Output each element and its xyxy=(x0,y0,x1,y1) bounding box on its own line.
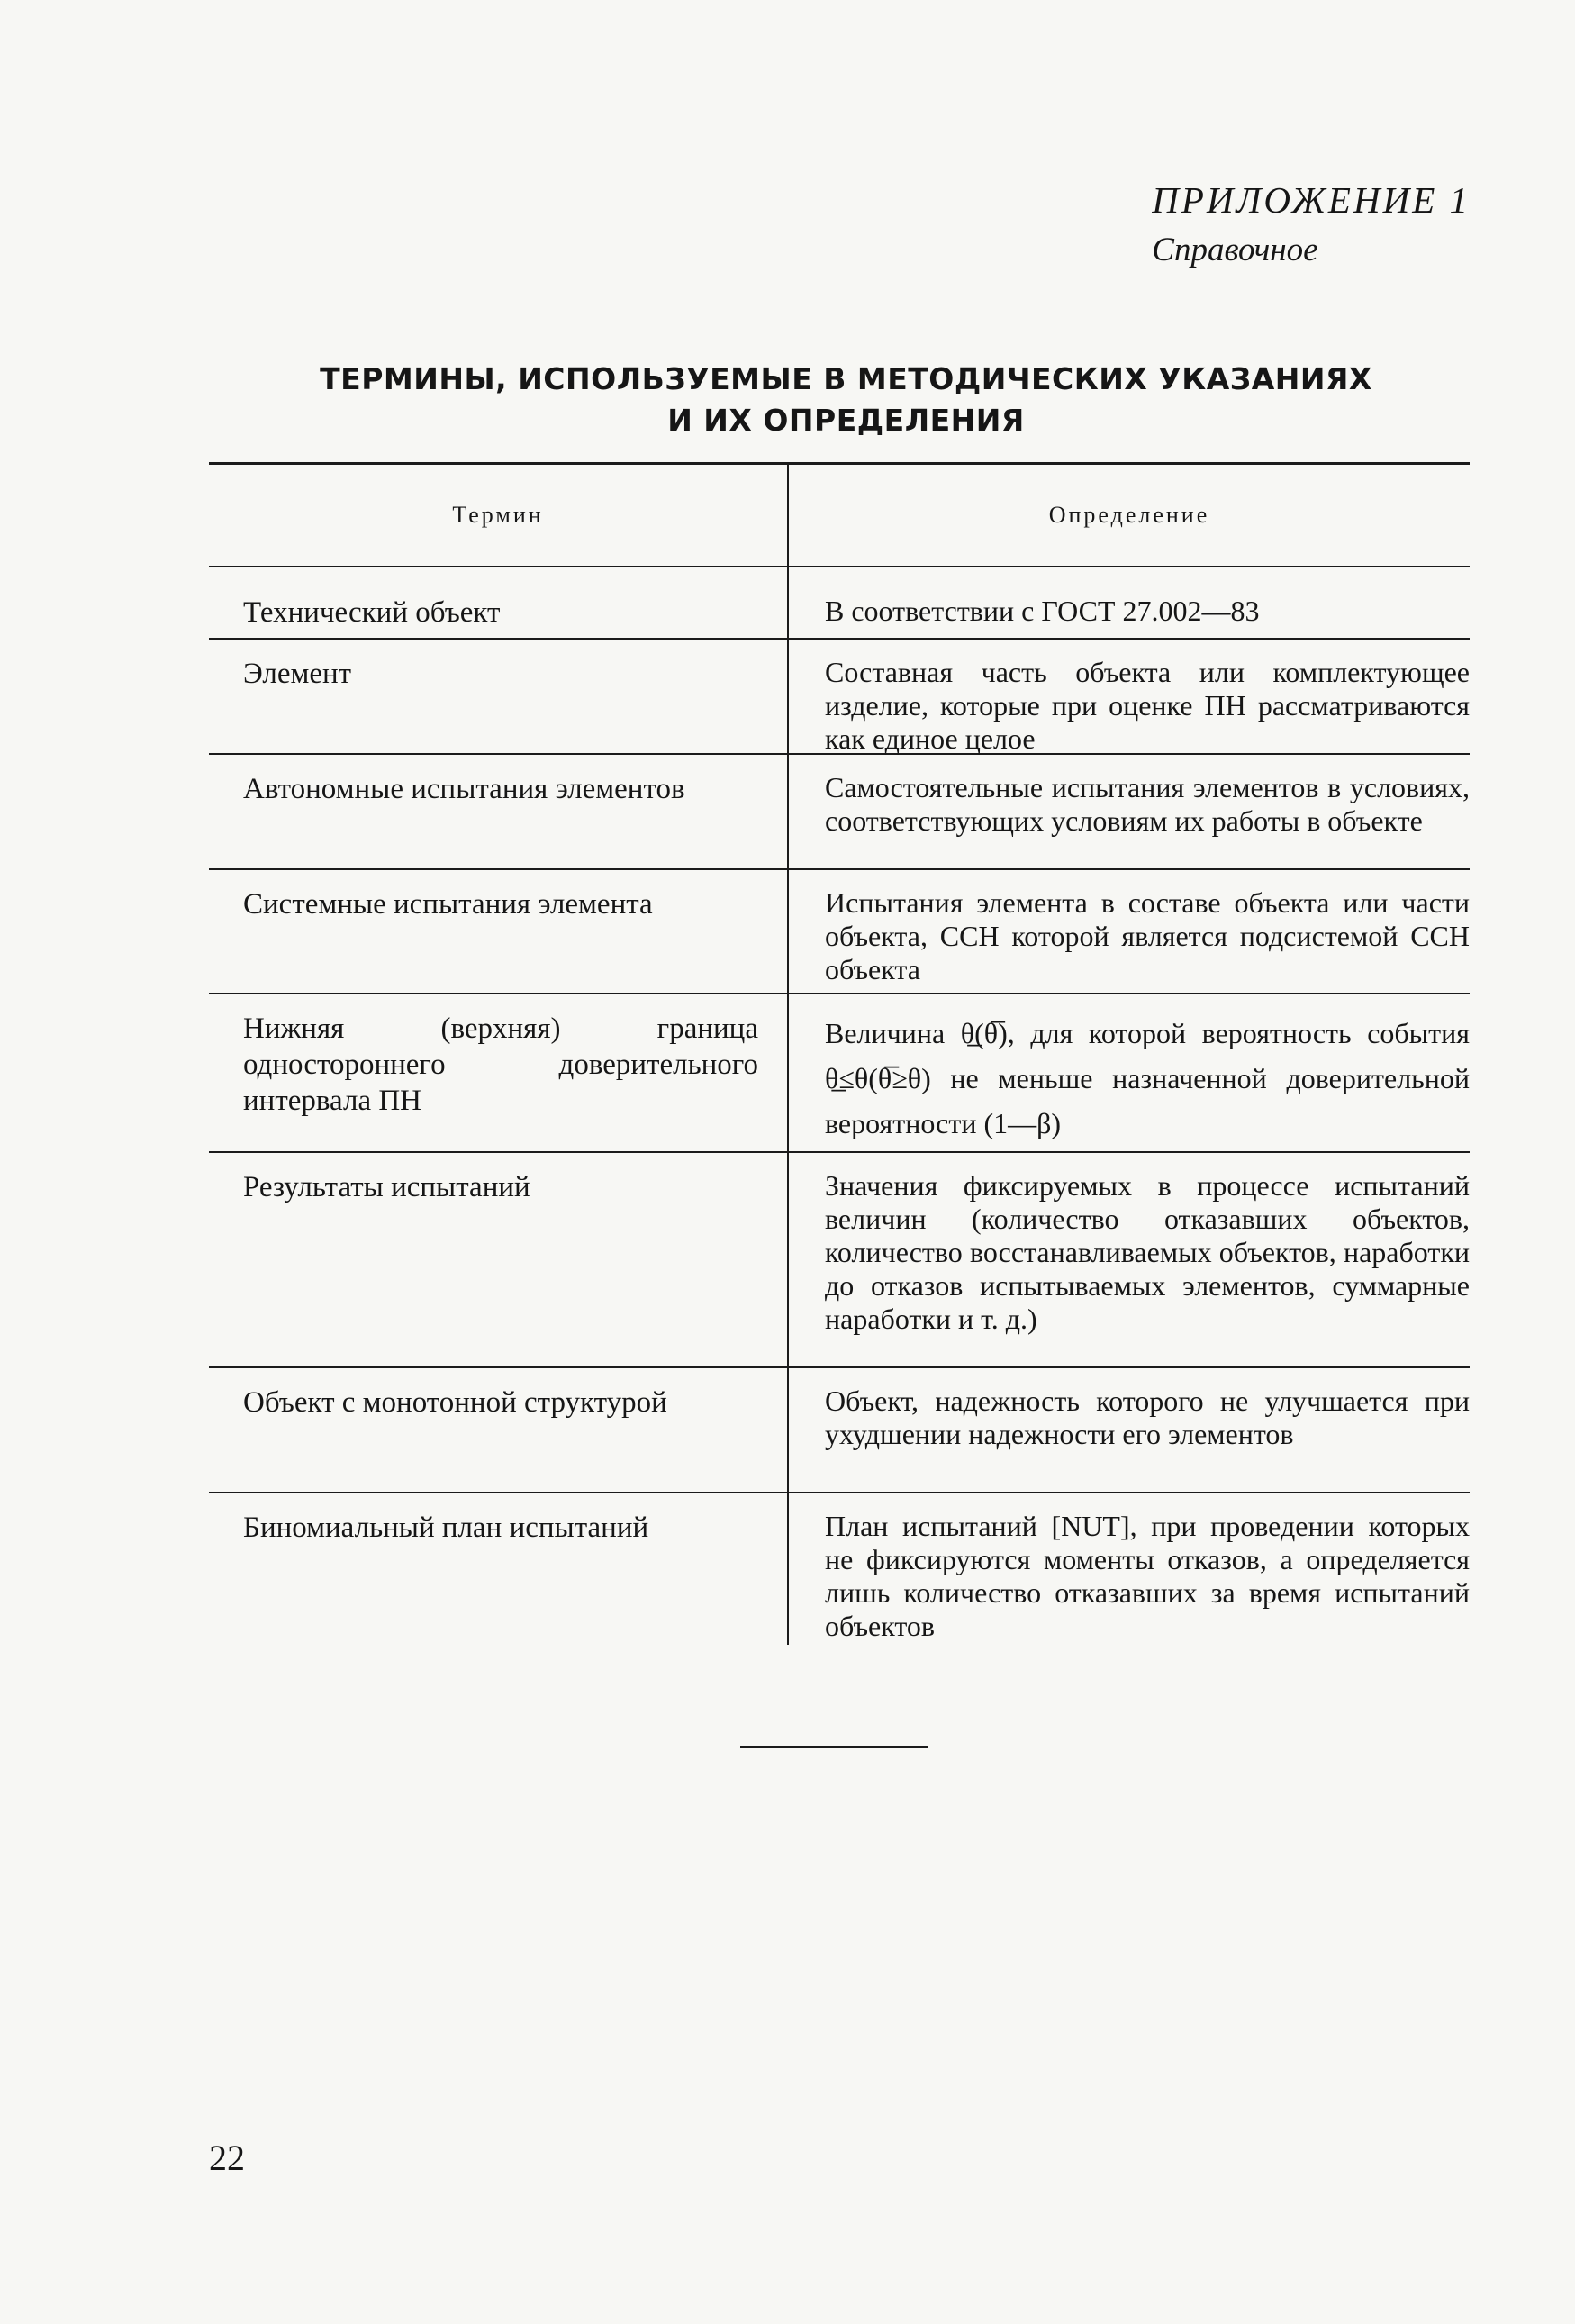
title-line-2: И ИХ ОПРЕДЕЛЕНИЯ xyxy=(667,403,1025,438)
term-cell: Системные испытания элемента xyxy=(243,888,653,921)
end-rule xyxy=(740,1746,928,1748)
definition-cell: План испытаний [NUT], при проведении которых не фиксируются моменты отказов, а определяется лишь количество отказавших за время испытаний объектов xyxy=(787,1493,1470,1645)
table-row xyxy=(209,1153,1470,1366)
page-title xyxy=(0,359,1575,441)
table-header xyxy=(209,465,1470,566)
terms-table xyxy=(209,462,1470,1645)
appendix-type: Справочное xyxy=(1152,231,1318,268)
definition-cell: Объект, надежность которого не улучшается при ухудшении надежности его элементов xyxy=(787,1368,1470,1492)
term-cell: Объект с монотонной структурой xyxy=(243,1386,667,1419)
term-cell: Результаты испытаний xyxy=(243,1171,530,1203)
table-row xyxy=(209,994,1470,1151)
table-row xyxy=(209,755,1470,868)
term-cell: Биномиальный план испытаний xyxy=(243,1512,649,1544)
definition-cell: В соответствии с ГОСТ 27.002—83 xyxy=(787,567,1470,638)
header-definition: Определение xyxy=(787,465,1470,566)
table-row xyxy=(209,870,1470,993)
term-cell: Нижняя (верхняя) граница одностороннего доверительного интервала ПН xyxy=(243,1012,758,1117)
appendix-heading xyxy=(1152,178,1471,269)
definition-cell: Самостоятельные испытания элементов в условиях, соответствующих условиям их работы в объекте xyxy=(787,755,1470,868)
table-row xyxy=(209,1493,1470,1645)
term-cell: Автономные испытания элементов xyxy=(243,773,685,805)
definition-cell: Величина θ̲(θ̅), для которой вероятность события θ̲≤θ(θ̅≥θ) не меньше назначенной доверительной вероятности (1—β) xyxy=(787,994,1470,1151)
definition-cell: Значения фиксируемых в процессе испытаний величин (количество отказавших объектов, количество восстанавливаемых объектов, наработки до отказов испытываемых элементов, суммарные наработки и т. д.) xyxy=(787,1153,1470,1366)
header-term: Термин xyxy=(452,502,544,528)
term-cell: Элемент xyxy=(243,658,352,690)
table-row xyxy=(209,1368,1470,1492)
table-row xyxy=(209,567,1470,638)
term-cell: Технический объект xyxy=(243,596,501,629)
table-row xyxy=(209,640,1470,753)
appendix-label: ПРИЛОЖЕНИЕ 1 xyxy=(1152,179,1471,221)
page-number: 22 xyxy=(209,2138,245,2178)
definition-cell: Составная часть объекта или комплектующее изделие, которые при оценке ПН рассматриваются как единое целое xyxy=(787,640,1470,753)
definition-cell: Испытания элемента в составе объекта или части объекта, ССН которой является подсистемой ССН объекта xyxy=(787,870,1470,993)
title-line-1: ТЕРМИНЫ, ИСПОЛЬЗУЕМЫЕ В МЕТОДИЧЕСКИХ УКАЗАНИЯХ xyxy=(320,361,1372,396)
